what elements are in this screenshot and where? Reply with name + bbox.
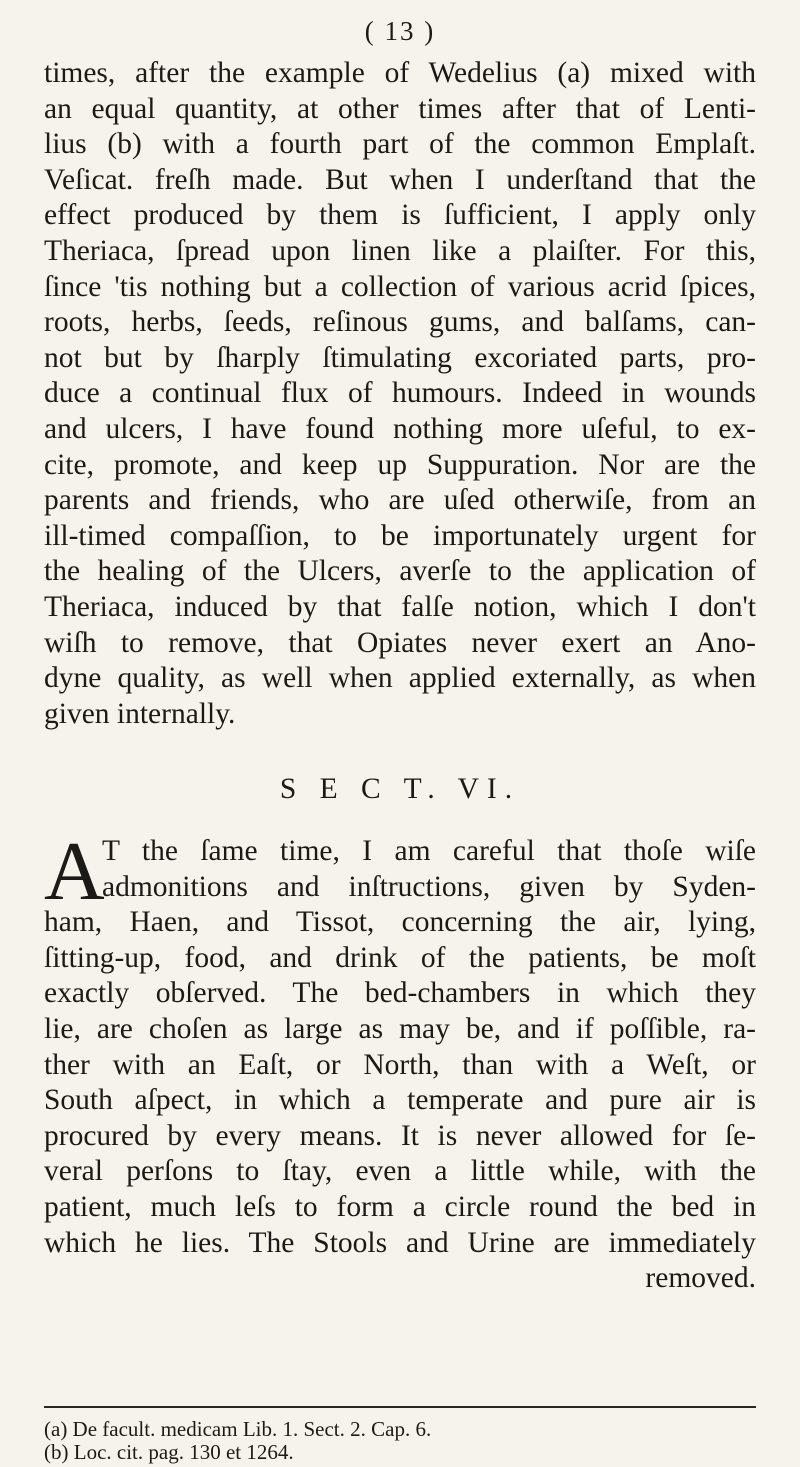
text-line: the healing of the Ulcers, averſe to the application of — [44, 555, 756, 588]
text-line: Theriaca, induced by that falſe notion, which I don't — [44, 590, 756, 623]
text-line: cite, promote, and keep up Suppuration. Nor are the — [44, 448, 756, 481]
text-line: an equal quantity, at other times after that of Lenti- — [44, 92, 756, 125]
page-number: ( 13 ) — [364, 16, 436, 46]
text-line: lie, are choſen as large as may be, and if poſſible, ra- — [44, 1012, 756, 1045]
footnote: (a) De facult. medicam Lib. 1. Sect. 2. Cap. 6. — [44, 1417, 432, 1441]
footnote: (b) Loc. cit. pag. 130 et 1264. — [44, 1440, 294, 1464]
text-line: exactly obſerved. The bed-chambers in which they — [44, 977, 756, 1010]
text-line: given internally. — [44, 697, 236, 730]
section-heading: S E C T. VI. — [279, 773, 521, 805]
text-line: wiſh to remove, that Opiates never exert an Ano- — [44, 626, 756, 659]
text-line: admonitions and inſtructions, given by Syden- — [102, 870, 756, 903]
text-line: ther with an Eaſt, or North, than with a Weſt, or — [44, 1048, 756, 1081]
text-line: removed. — [645, 1262, 756, 1295]
text-line: T the ſame time, I am careful that thoſe wiſe — [102, 835, 756, 867]
text-line: Theriaca, ſpread upon linen like a plaiſter. For this, — [44, 234, 756, 267]
text-line: roots, herbs, ſeeds, reſinous gums, and balſams, can- — [44, 306, 756, 339]
text-line: South aſpect, in which a temperate and pure air is — [44, 1084, 756, 1117]
text-line: Veſicat. freſh made. But when I underſtand that the — [44, 163, 756, 196]
text-line: dyne quality, as well when applied externally, as when — [44, 662, 756, 695]
text-line: lius (b) with a fourth part of the common Emplaſt. — [44, 128, 756, 161]
text-line: ham, Haen, and Tissot, concerning the air, lying, — [44, 906, 756, 939]
paragraph-2 — [44, 825, 756, 1297]
text-line: procured by every means. It is never allowed for ſe- — [44, 1119, 756, 1152]
text-line: not but by ſharply ſtimulating excoriated parts, pro- — [44, 341, 756, 374]
text-line: times, after the example of Wedelius (a) mixed with — [44, 57, 756, 89]
text-line: parents and friends, who are uſed otherwiſe, from an — [44, 484, 756, 517]
text-line: ill-timed compaſſion, to be importunately urgent for — [44, 519, 756, 552]
text-line: veral perſons to ſtay, even a little while, with the — [44, 1155, 756, 1188]
footnotes — [44, 1418, 756, 1464]
paragraph-1 — [44, 56, 756, 732]
text-line: ſitting-up, food, and drink of the patients, be moſt — [44, 941, 756, 974]
text-line: and ulcers, I have found nothing more uſeful, to ex- — [44, 412, 756, 445]
text-line: effect produced by them is ſufficient, I apply only — [44, 199, 756, 232]
text-line: ſince 'tis nothing but a collection of various acrid ſpices, — [44, 270, 756, 303]
footnote-rule — [44, 1406, 756, 1408]
text-line: which he lies. The Stools and Urine are immediately — [44, 1226, 756, 1259]
text-line: duce a continual flux of humours. Indeed in wounds — [44, 377, 756, 410]
text-line: patient, much leſs to form a circle round the bed in — [44, 1190, 756, 1223]
drop-cap: A — [44, 825, 105, 918]
